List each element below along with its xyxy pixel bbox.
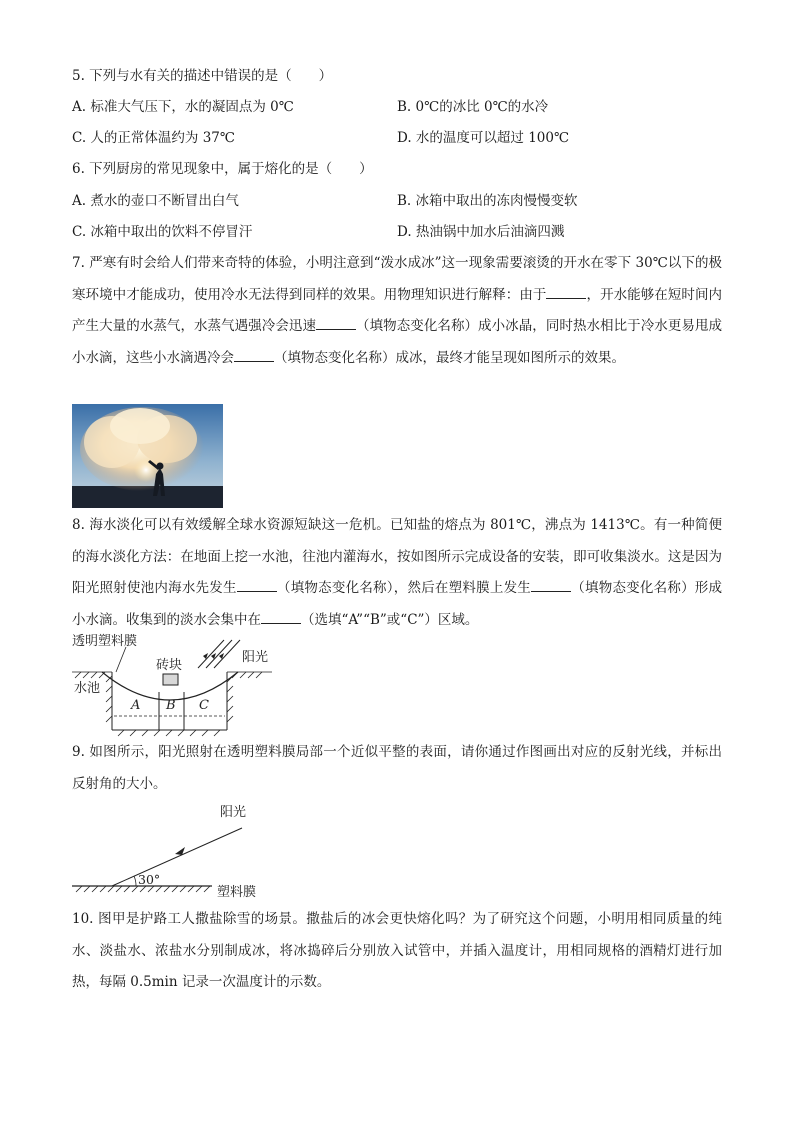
label-film: 透明塑料膜 [72,634,138,649]
incident-ray [112,828,242,886]
q5-option-b: B. 0℃的冰比 0℃的水冷 [397,99,549,115]
answer-blank[interactable] [237,577,277,592]
q7-text-part2: ，开水能够在短时间内产生大量的水蒸气，水蒸气遇强冷会迅速 [72,286,723,334]
q5-option-a: A. 标准大气压下，水的凝固点为 0℃ [72,99,294,115]
q8-text [72,510,722,636]
label-c: C [199,698,209,713]
label-b: B [166,698,176,713]
q9-reflection-diagram [72,800,272,904]
brick [163,674,178,685]
label-angle: 30° [138,872,161,887]
answer-blank[interactable] [531,577,571,592]
label-film: 塑料膜 [217,885,257,900]
q8-solar-still-diagram [72,632,272,738]
q10-text: 10. 图甲是护路工人撒盐除雪的场景。撒盐后的冰会更快熔化吗？为了研究这个问题，小明用相同质量的纯水、淡盐水、浓盐水分别制成冰，将冰捣碎后分别放入试管中，并插入温度计，用相同规格的酒精灯进行加热，每隔 0.5min 记录一次温度计的示数。 [72,911,722,990]
label-brick: 砖块 [156,658,183,673]
q6-option-c: C. 冰箱中取出的饮料不停冒汗 [72,224,253,240]
sunlight-arrowheads [203,653,224,659]
q8-text-part2: （填物态变化名称），然后在塑料膜上发生 [276,580,532,596]
label-a: A [131,698,141,713]
angle-arc [134,876,136,886]
q5-option-d: D. 水的温度可以超过 100℃ [397,130,570,146]
q8-text-part3: （填物态变化名称）形成小水滴。收集到的淡水会集中在 [72,580,723,628]
q5-stem: 5. 下列与水有关的描述中错误的是（ ） [72,68,333,84]
sunlight-arrows [198,640,240,668]
q7-text [72,248,722,374]
label-pool: 水池 [74,681,101,696]
q7-text-part3: （填物态变化名称）成小冰晶，同时热水相比于冷水更易甩成小水滴，这些小水滴遇冷会 [72,318,722,366]
answer-blank[interactable] [234,347,274,362]
q6-stem: 6. 下列厨房的常见现象中，属于熔化的是（ ） [72,161,373,177]
q7-photo [72,404,223,508]
q9-text: 9. 如图所示，阳光照射在透明塑料膜局部一个近似平整的表面，请你通过作图画出对应的反射光线，并标出反射角的大小。 [72,744,722,792]
boiling-water-ice-photo [72,404,223,508]
q8-text-part4: （选填“A”“B”或“C”）区域。 [301,611,479,628]
q6-option-b: B. 冰箱中取出的冻肉慢慢变软 [397,193,578,209]
label-sun: 阳光 [220,805,247,820]
q7-text-part1: 7. 严寒有时会给人们带来奇特的体验，小明注意到“泼水成冰”这一现象需要滚烫的开水在零下 30℃以下的极寒环境中才能成功，使用冷水无法得到同样的效果。用物理知识进行解释：由于 [72,255,722,303]
answer-blank[interactable] [316,315,356,330]
q6-option-d: D. 热油锅中加水后油滴四溅 [397,224,565,240]
q5-option-c: C. 人的正常体温约为 37℃ [72,130,236,146]
q7-text-part4: （填物态变化名称）成冰，最终才能呈现如图所示的效果。 [274,349,625,366]
label-sun: 阳光 [242,650,269,665]
film-pointer [116,647,126,672]
q6-option-a: A. 煮水的壶口不断冒出白气 [72,193,239,209]
answer-blank[interactable] [546,284,586,299]
answer-blank[interactable] [261,609,301,624]
q8-text-part1: 8. 海水淡化可以有效缓解全球水资源短缺这一危机。已知盐的熔点为 801℃，沸点为 1413℃。有一种简便的海水淡化方法：在地面上挖一水池，往池内灌海水，按如图所示完成设备的安装，即可收集淡水。这是因为阳光照射使池内海水先发生 [72,517,722,596]
